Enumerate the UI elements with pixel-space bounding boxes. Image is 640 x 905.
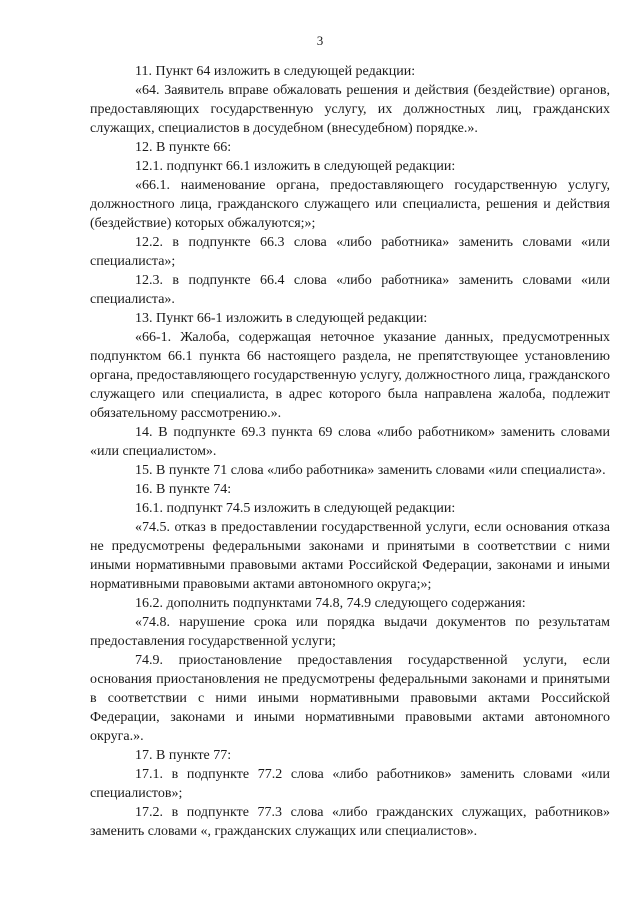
paragraph-66-1: «66.1. наименование органа, предоставляющего государственную услугу, должностного лица, гражданского служащего или специалиста, решения и действия (бездействие) которых обжалуются;»; <box>90 178 610 231</box>
paragraph-12-1: 12.1. подпункт 66.1 изложить в следующей редакции: <box>135 159 456 174</box>
paragraph-64: «64. Заявитель вправе обжаловать решения и действия (бездействие) органов, предоставляющих государственную услугу, их должностных лиц, гражданских служащих, специалистов в досудебном (внесудебном) порядке.». <box>90 83 610 136</box>
paragraph-74-9: 74.9. приостановление предоставления государственной услуги, если основания приостановления не предусмотрены федеральными законами и принятыми в соответствии с ними иными нормативными правовыми актами Российской Федерации, законами и иными нормативными правовыми актами автономного округа.». <box>90 653 610 744</box>
paragraph-74-5: «74.5. отказ в предоставлении государственной услуги, если основания отказа не предусмотрены федеральными законами и принятыми в соответствии с ними иными нормативными правовыми актами Российской Федерации, законами и иными нормативными правовыми актами автономного округа;»; <box>90 520 610 592</box>
paragraph-16-1: 16.1. подпункт 74.5 изложить в следующей редакции: <box>135 501 456 516</box>
paragraph-12: 12. В пункте 66: <box>135 140 232 155</box>
paragraph-15: 15. В пункте 71 слова «либо работника» заменить словами «или специалиста». <box>135 463 606 478</box>
paragraph-16-2: 16.2. дополнить подпунктами 74.8, 74.9 следующего содержания: <box>135 596 526 611</box>
paragraph-16: 16. В пункте 74: <box>135 482 232 497</box>
paragraph-17-1: 17.1. в подпункте 77.2 слова «либо работников» заменить словами «или специалистов»; <box>90 767 610 801</box>
paragraph-12-2: 12.2. в подпункте 66.3 слова «либо работника» заменить словами «или специалиста»; <box>90 235 610 269</box>
paragraph-74-8: «74.8. нарушение срока или порядка выдачи документов по результатам предоставления государственной услуги; <box>90 615 610 649</box>
document-body <box>90 62 610 841</box>
paragraph-13: 13. Пункт 66-1 изложить в следующей редакции: <box>135 311 428 326</box>
paragraph-17: 17. В пункте 77: <box>135 748 232 763</box>
page-number: 3 <box>316 33 324 48</box>
paragraph-12-3: 12.3. в подпункте 66.4 слова «либо работника» заменить словами «или специалиста». <box>90 273 610 307</box>
paragraph-66-1-complaint: «66-1. Жалоба, содержащая неточное указание данных, предусмотренных подпунктом 66.1 пункта 66 настоящего раздела, не препятствующее установлению органа, предоставляющего государственную услугу, должностного лица, гражданского служащего или специалиста, в адрес которого была направлена жалоба, подлежит обязательному рассмотрению.». <box>90 330 610 421</box>
paragraph-14: 14. В подпункте 69.3 пункта 69 слова «либо работником» заменить словами «или специалистом». <box>90 425 610 459</box>
paragraph-17-2: 17.2. в подпункте 77.3 слова «либо гражданских служащих, работников» заменить словами «, гражданских служащих или специалистов». <box>90 805 610 839</box>
paragraph-11: 11. Пункт 64 изложить в следующей редакции: <box>135 64 416 79</box>
